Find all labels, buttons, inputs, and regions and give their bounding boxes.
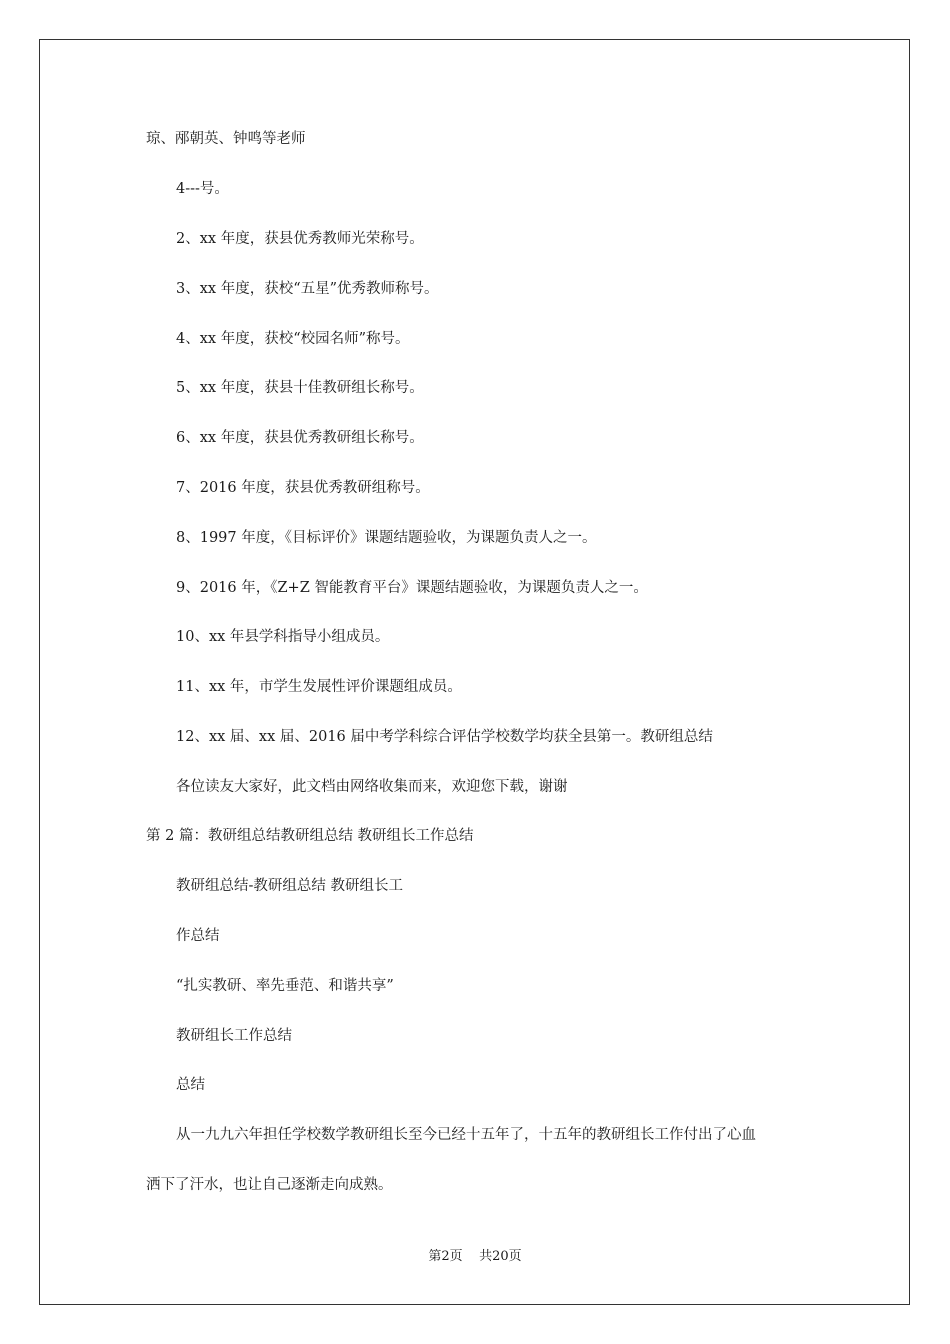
text-line-subtitle: 教研组总结-教研组总结 教研组长工: [176, 878, 404, 894]
page-border: [39, 39, 910, 1305]
text-line-item-9: 9、2016 年，《Z+Z 智能教育平台》课题结题验收，为课题负责人之一。: [176, 580, 648, 596]
text-line-item-11: 11、xx 年，市学生发展性评价课题组成员。: [176, 679, 462, 695]
text-line-item-6: 6、xx 年度，获县优秀教研组长称号。: [176, 430, 424, 446]
text-line-title: 教研组长工作总结: [176, 1028, 292, 1044]
text-line-summary: 总结: [176, 1077, 205, 1093]
text-line-item-7: 7、2016 年度，获县优秀教研组称号。: [176, 480, 430, 496]
text-line-item-5: 5、xx 年度，获县十佳教研组长称号。: [176, 380, 424, 396]
text-line-subtitle-cont: 作总结: [176, 928, 220, 944]
text-line-continuation: 琼、邴朝英、钟鸣等老师: [146, 131, 306, 147]
section-heading: 第 2 篇：教研组总结教研组总结 教研组长工作总结: [146, 828, 474, 844]
text-line-item-8: 8、1997 年度，《目标评价》课题结题验收，为课题负责人之一。: [176, 530, 597, 546]
footer-total-pages: 共20页: [479, 1249, 522, 1264]
text-line-motto: “扎实教研、率先垂范、和谐共享”: [176, 978, 394, 994]
text-line-item-12: 12、xx 届、xx 届、2016 届中考学科综合评估学校数学均获全县第一。教研组总结: [176, 729, 713, 745]
text-line-item-2: 2、xx 年度，获县优秀教师光荣称号。: [176, 231, 424, 247]
text-line-item-10: 10、xx 年县学科指导小组成员。: [176, 629, 390, 645]
text-line-item-3: 3、xx 年度，获校“五星”优秀教师称号。: [176, 281, 439, 297]
footer-page-number: 第2页: [428, 1249, 463, 1264]
page-footer: [0, 1248, 950, 1266]
text-line-paragraph: 从一九九六年担任学校数学教研组长至今已经十五年了，十五年的教研组长工作付出了心血: [176, 1127, 756, 1143]
text-line-item-4: 4、xx 年度，获校“校园名师”称号。: [176, 331, 410, 347]
text-line-item-1: 4---号。: [176, 181, 229, 197]
text-line-greeting: 各位读友大家好，此文档由网络收集而来，欢迎您下载，谢谢: [176, 779, 568, 795]
text-line-paragraph-cont: 洒下了汗水，也让自己逐渐走向成熟。: [146, 1177, 393, 1193]
